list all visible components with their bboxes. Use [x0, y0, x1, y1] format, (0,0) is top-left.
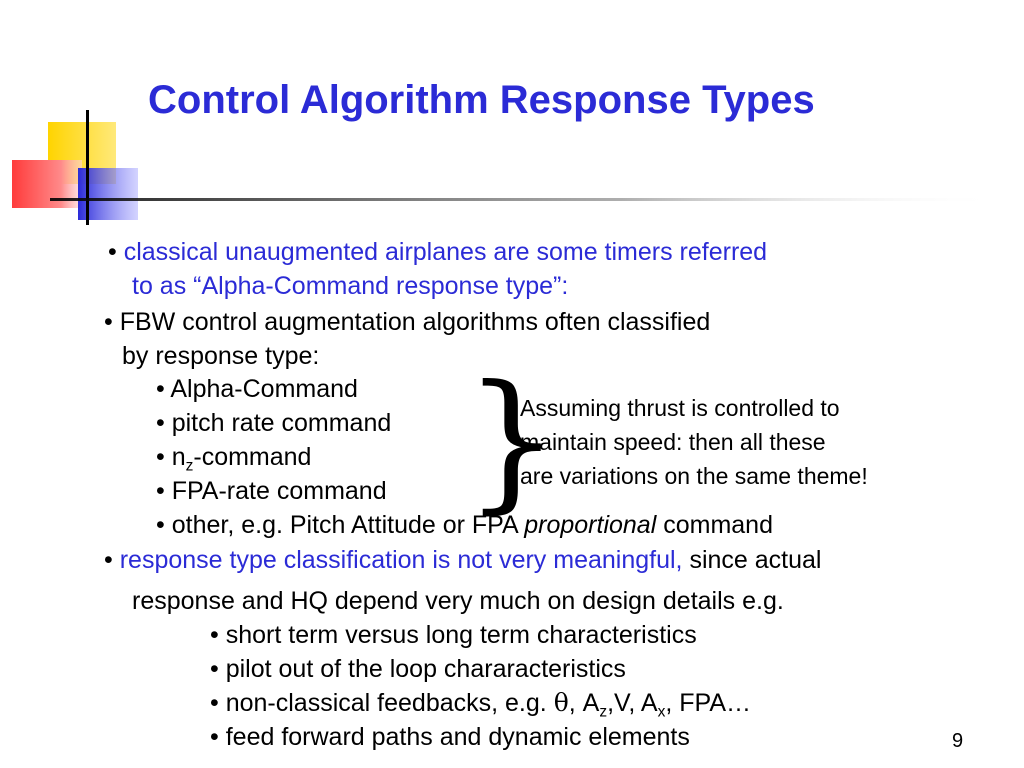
bullet-text-emphasis: response type classification is not very meaningful,: [119, 546, 690, 574]
subscript: z: [599, 703, 608, 721]
theta-symbol: θ: [553, 688, 569, 717]
sub-item-pitch-rate: [156, 408, 391, 438]
detail-text: short term versus long term characteristics: [225, 621, 697, 649]
bullet-response-type-classification: [104, 545, 821, 575]
detail-text: feed forward paths and dynamic elements: [225, 723, 690, 751]
bullet-dot: •: [156, 511, 165, 539]
sub-item-text: FPA-rate command: [171, 477, 387, 505]
sub-item-text: pitch rate command: [171, 409, 392, 437]
subscript: x: [657, 703, 666, 721]
horizontal-rule: [50, 198, 1000, 201]
bullet-dot: •: [156, 443, 165, 471]
sub-item-nz-command: [156, 442, 312, 475]
detail-item-feed-forward: [210, 722, 690, 752]
bullet-dot: •: [104, 546, 113, 574]
bullet-classical-airplanes-cont: to as “Alpha-Command response type”:: [132, 272, 569, 300]
curly-brace: }: [464, 354, 560, 528]
bullet-response-type-cont: response and HQ depend very much on design details e.g.: [132, 587, 784, 615]
bullet-dot: •: [210, 689, 219, 717]
bullet-dot: •: [108, 238, 117, 266]
note-line: Assuming thrust is controlled to: [520, 395, 840, 421]
sub-item-text: other, e.g. Pitch Attitude or FPA: [171, 511, 525, 539]
sub-item-alpha-command: [156, 374, 358, 404]
detail-text: non-classical feedbacks, e.g.: [225, 689, 554, 717]
bullet-dot: •: [156, 375, 165, 403]
bullet-dot: •: [210, 621, 219, 649]
bullet-dot: •: [156, 409, 165, 437]
sub-item-fpa-rate: [156, 476, 387, 506]
bullet-text: classical unaugmented airplanes are some timers referred: [123, 238, 768, 266]
bullet-text: FBW control augmentation algorithms often classified: [119, 308, 711, 336]
bullet-dot: •: [210, 655, 219, 683]
detail-text: , FPA…: [665, 689, 752, 717]
note-box: [520, 391, 868, 493]
bullet-dot: •: [104, 308, 113, 336]
detail-text: , A: [568, 689, 600, 717]
sub-item-text: n: [171, 443, 186, 471]
bullet-fbw-algorithms-cont: by response type:: [122, 342, 320, 370]
bullet-dot: •: [210, 723, 219, 751]
subscript: z: [185, 457, 194, 475]
page-number: 9: [952, 730, 964, 752]
detail-item-short-term: [210, 620, 697, 650]
sub-item-text: -command: [193, 443, 312, 471]
bullet-text: since actual: [689, 546, 822, 574]
detail-item-feedbacks: [210, 688, 752, 721]
bullet-classical-airplanes: [108, 237, 767, 267]
detail-text: ,V, A: [607, 689, 658, 717]
slide-title: Control Algorithm Response Types: [148, 78, 815, 122]
bullet-fbw-algorithms: [104, 307, 710, 337]
sub-item-text: command: [656, 511, 773, 539]
bullet-dot: •: [156, 477, 165, 505]
vertical-rule: [86, 110, 89, 225]
note-line: are variations on the same theme!: [520, 463, 868, 489]
note-line: maintain speed: then all these: [520, 429, 826, 455]
italic-text: proportional: [524, 511, 657, 539]
detail-item-pilot-out: [210, 654, 626, 684]
detail-text: pilot out of the loop chararacteristics: [225, 655, 626, 683]
sub-item-text: Alpha-Command: [170, 375, 358, 403]
